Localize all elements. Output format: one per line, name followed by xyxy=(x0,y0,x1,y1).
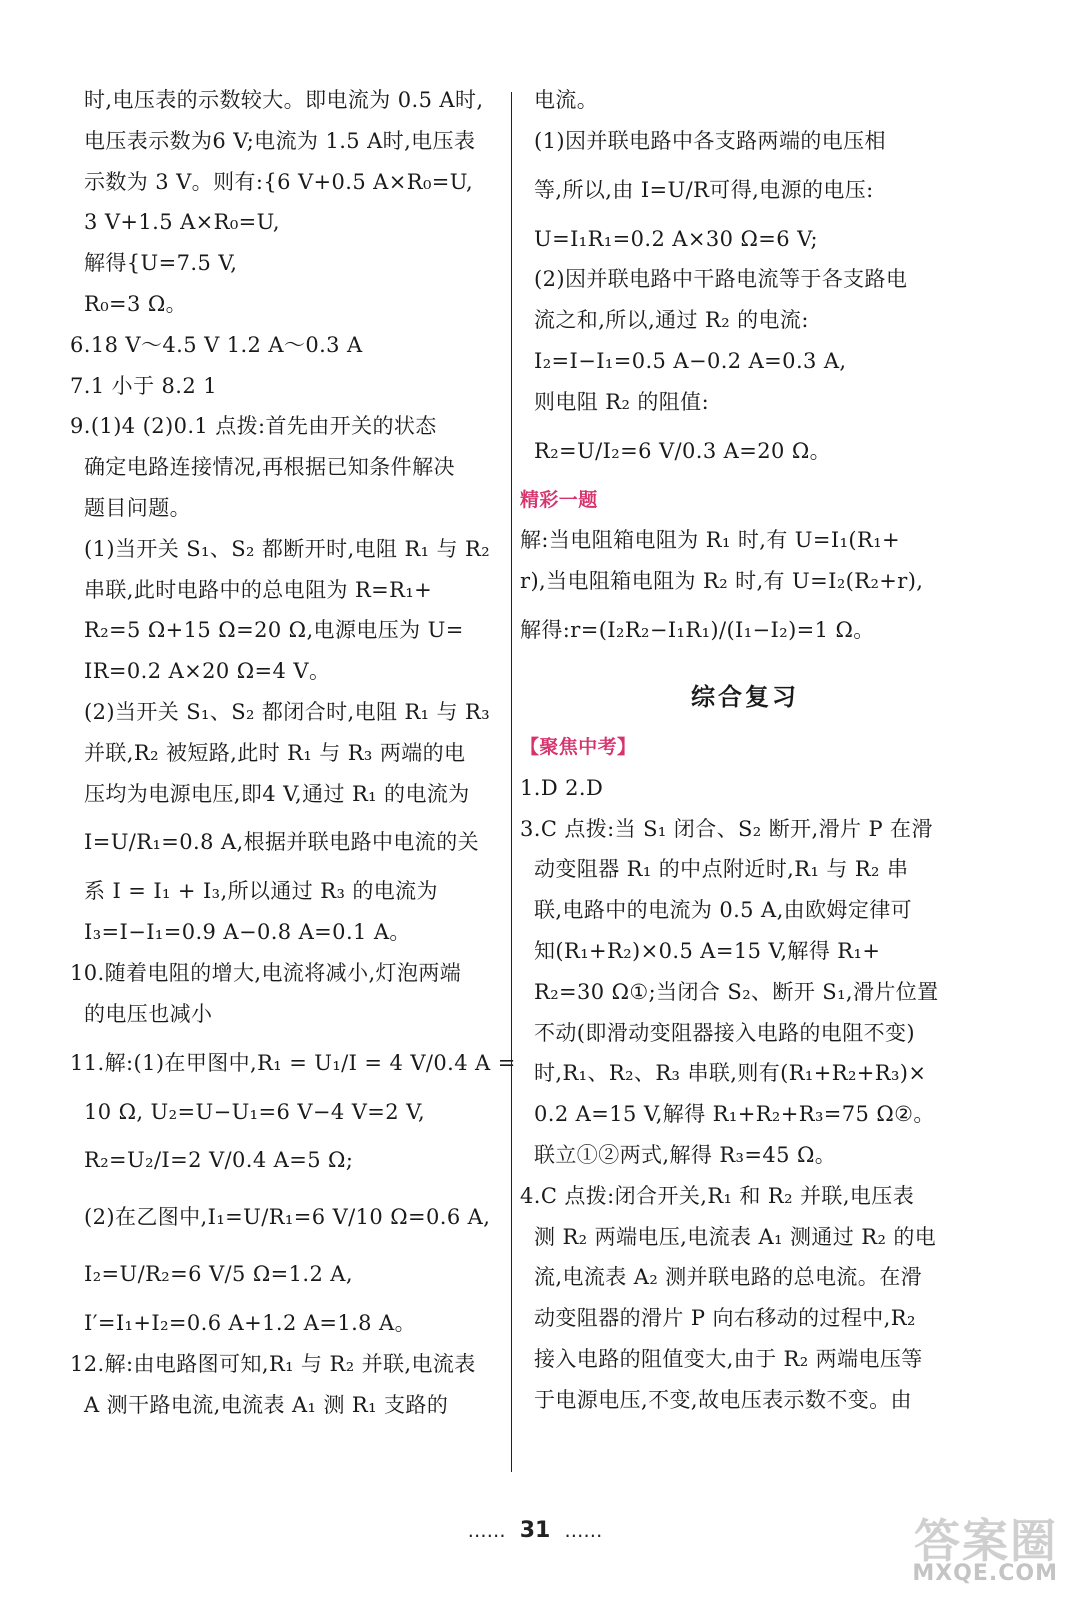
answer-line: 串联,此时电路中的总电阻为 R=R₁+ xyxy=(84,577,433,602)
answer-line: 12.解:由电路图可知,R₁ 与 R₂ 并联,电流表 xyxy=(70,1352,476,1377)
answer-line: 则电阻 R₂ 的阻值: xyxy=(534,389,710,414)
watermark xyxy=(868,1505,1058,1590)
answer-line: I′=I₁+I₂=0.6 A+1.2 A=1.8 A。 xyxy=(84,1311,416,1336)
answer-line: (2)因并联电路中干路电流等于各支路电 xyxy=(534,267,908,292)
answer-line: 系 I = I₁ + I₃,所以通过 R₃ 的电流为 xyxy=(84,879,438,904)
answer-line: 解得:r=(I₂R₂−I₁R₁)/(I₁−I₂)=1 Ω。 xyxy=(520,617,875,642)
answer-line: 示数为 3 V。则有:{6 V+0.5 A×R₀=U, xyxy=(84,169,474,194)
answer-line: 10.随着电阻的增大,电流将减小,灯泡两端 xyxy=(70,960,462,985)
footer-dots-right: …… xyxy=(564,1520,603,1542)
answer-line: R₂=U/I₂=6 V/0.3 A=20 Ω。 xyxy=(534,438,832,463)
answer-line: R₂=U₂/I=2 V/0.4 A=5 Ω; xyxy=(84,1148,354,1173)
answer-line: A 测干路电流,电流表 A₁ 测 R₁ 支路的 xyxy=(84,1392,449,1417)
answer-line: R₂=30 Ω①;当闭合 S₂、断开 S₁,滑片位置 xyxy=(534,979,939,1004)
watermark-url: MXQE.COM xyxy=(912,1561,1058,1586)
answer-line: R₀=3 Ω。 xyxy=(84,291,188,316)
answer-line: 流之和,所以,通过 R₂ 的电流: xyxy=(534,308,809,333)
answer-line: 测 R₂ 两端电压,电流表 A₁ 测通过 R₂ 的电 xyxy=(534,1224,937,1249)
answer-line: 11.解:(1)在甲图中,R₁ = U₁/I = 4 V/0.4 A = xyxy=(70,1050,516,1075)
answer-line: I=U/R₁=0.8 A,根据并联电路中电流的关 xyxy=(84,830,480,855)
section-title: 综合复习 xyxy=(691,682,799,711)
answer-line: 联立①②两式,解得 R₃=45 Ω。 xyxy=(534,1142,837,1167)
answer-line: 6.18 V～4.5 V 1.2 A～0.3 A xyxy=(70,332,363,357)
answer-line: 于电源电压,不变,故电压表示数不变。由 xyxy=(534,1387,912,1412)
answer-line: 的电压也减小 xyxy=(84,1001,213,1026)
answer-line: 3 V+1.5 A×R₀=U, xyxy=(84,210,280,235)
answer-line: 流,电流表 A₂ 测并联电路的总电流。在滑 xyxy=(534,1265,923,1290)
answer-line: 解得{U=7.5 V, xyxy=(84,251,238,276)
answer-line: 9.(1)4 (2)0.1 点拨:首先由开关的状态 xyxy=(70,414,437,439)
page-number: 31 xyxy=(519,1518,551,1543)
answer-line: (2)当开关 S₁、S₂ 都闭合时,电阻 R₁ 与 R₃ xyxy=(84,699,491,724)
answer-line: 等,所以,由 I=U/R可得,电源的电压: xyxy=(534,177,874,202)
right-column xyxy=(520,80,970,1421)
answer-line: I₂=I−I₁=0.5 A−0.2 A=0.3 A, xyxy=(534,348,847,373)
answer-line: (1)因并联电路中各支路两端的电压相 xyxy=(534,128,886,153)
answer-line: I₃=I−I₁=0.9 A−0.8 A=0.1 A。 xyxy=(84,920,411,945)
answer-line: 不动(即滑动变阻器接入电路的电阻不变) xyxy=(534,1020,915,1045)
answer-line: 联,电路中的电流为 0.5 A,由欧姆定律可 xyxy=(534,898,913,923)
answer-line: 解:当电阻箱电阻为 R₁ 时,有 U=I₁(R₁+ xyxy=(520,528,901,553)
answer-line: IR=0.2 A×20 Ω=4 V。 xyxy=(84,659,331,684)
answer-line: 压均为电源电压,即4 V,通过 R₁ 的电流为 xyxy=(84,781,470,806)
answer-line: 1.D 2.D xyxy=(520,775,604,800)
answer-line: 确定电路连接情况,再根据已知条件解决 xyxy=(84,455,455,480)
answer-line: 动变阻器的滑片 P 向右移动的过程中,R₂ xyxy=(534,1306,916,1331)
answer-line: (2)在乙图中,I₁=U/R₁=6 V/10 Ω=0.6 A, xyxy=(84,1205,491,1230)
answer-line: (1)当开关 S₁、S₂ 都断开时,电阻 R₁ 与 R₂ xyxy=(84,536,491,561)
answer-line: r),当电阻箱电阻为 R₂ 时,有 U=I₂(R₂+r), xyxy=(520,569,924,594)
answer-line: 题目问题。 xyxy=(84,495,191,520)
column-divider xyxy=(511,92,512,1472)
answer-line: U=I₁R₁=0.2 A×30 Ω=6 V; xyxy=(534,226,819,251)
answer-line: 3.C 点拨:当 S₁ 闭合、S₂ 断开,滑片 P 在滑 xyxy=(520,816,933,841)
answer-line: 时,R₁、R₂、R₃ 串联,则有(R₁+R₂+R₃)× xyxy=(534,1061,927,1086)
answer-line: 知(R₁+R₂)×0.5 A=15 V,解得 R₁+ xyxy=(534,938,881,963)
section-label: 精彩一题 xyxy=(520,488,598,511)
answer-line: 10 Ω, U₂=U−U₁=6 V−4 V=2 V, xyxy=(84,1099,426,1124)
answer-line: 电流。 xyxy=(534,88,599,112)
watermark-logo: 答案圈 xyxy=(914,1514,1058,1568)
footer-dots-left: …… xyxy=(467,1520,506,1542)
answer-line: 接入电路的阻值变大,由于 R₂ 两端电压等 xyxy=(534,1346,923,1371)
answer-line: 时,电压表的示数较大。即电流为 0.5 A时, xyxy=(84,88,484,112)
answer-line: I₂=U/R₂=6 V/5 Ω=1.2 A, xyxy=(84,1262,353,1287)
answer-line: 并联,R₂ 被短路,此时 R₁ 与 R₃ 两端的电 xyxy=(84,740,466,765)
section-label: 【聚焦中考】 xyxy=(520,735,637,758)
left-column xyxy=(70,80,516,1426)
answer-line: 电压表示数为6 V;电流为 1.5 A时,电压表 xyxy=(84,128,476,153)
answer-line: R₂=5 Ω+15 Ω=20 Ω,电源电压为 U= xyxy=(84,618,464,643)
answer-line: 动变阻器 R₁ 的中点附近时,R₁ 与 R₂ 串 xyxy=(534,857,909,882)
answer-line: 7.1 小于 8.2 1 xyxy=(70,373,217,398)
answer-line: 0.2 A=15 V,解得 R₁+R₂+R₃=75 Ω②。 xyxy=(534,1102,935,1127)
answer-line: 4.C 点拨:闭合开关,R₁ 和 R₂ 并联,电压表 xyxy=(520,1183,915,1208)
